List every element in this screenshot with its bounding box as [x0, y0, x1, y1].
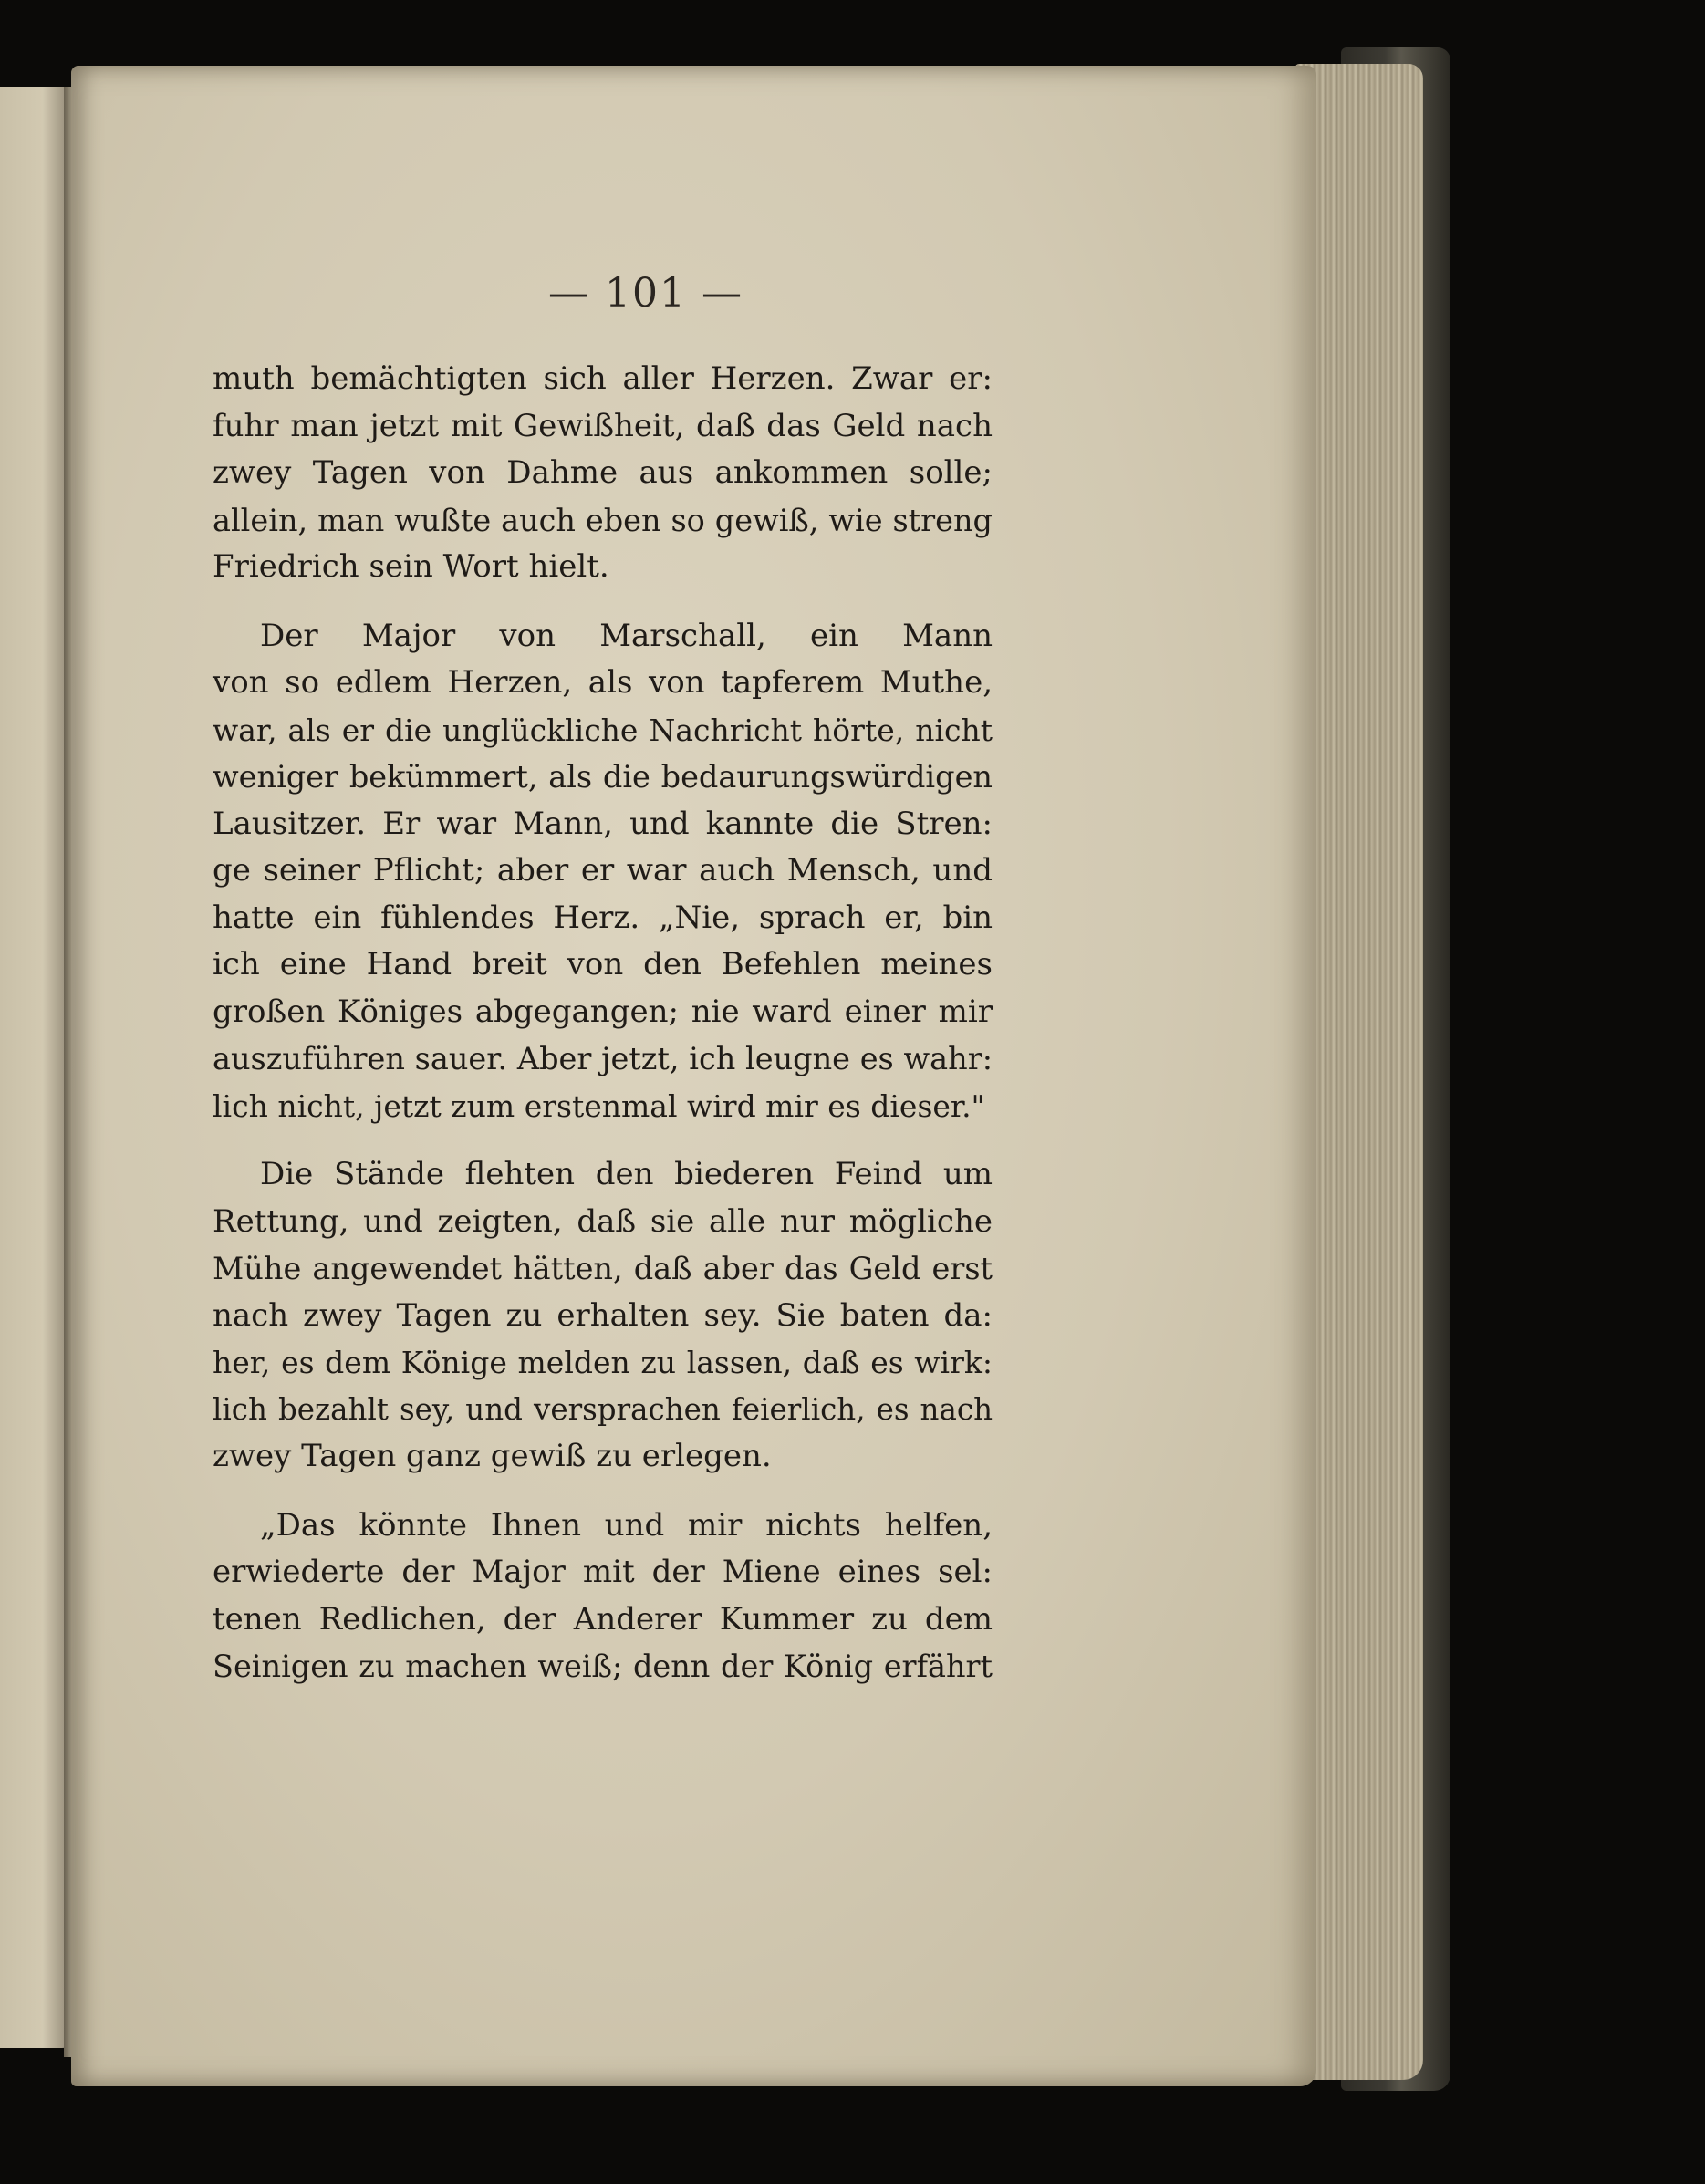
- text-line: nach zwey Tagen zu erhalten sey. Sie baten da:: [213, 1296, 993, 1334]
- paragraph-3: [213, 1151, 993, 1481]
- paragraph-1: [213, 356, 993, 591]
- text-line: lich nicht, jetzt zum erstenmal wird mir es dieser.": [213, 1087, 985, 1124]
- facing-page-edge: [0, 87, 71, 2048]
- text-line: auszuführen sauer. Aber jetzt, ich leugne es wahr:: [213, 1041, 993, 1076]
- text-line: Die Stände flehten den biederen Feind um: [260, 1156, 993, 1192]
- text-line: her, es dem Könige melden zu lassen, daß es wirk:: [213, 1345, 993, 1380]
- text-line: „Das könnte Ihnen und mir nichts helfen,: [260, 1506, 993, 1544]
- text-line: Lausitzer. Er war Mann, und kannte die Stren:: [213, 805, 993, 842]
- text-line: Der Major von Marschall, ein Mann: [260, 617, 993, 654]
- text-line: ich eine Hand breit von den Befehlen meines: [213, 946, 993, 983]
- text-line: war, als er die unglückliche Nachricht hörte, nicht: [213, 712, 993, 748]
- paragraph-4: [213, 1503, 993, 1690]
- text-line: Friedrich sein Wort hielt.: [213, 548, 609, 585]
- paragraph-2: [213, 613, 993, 1130]
- text-line: muth bemächtigten sich aller Herzen. Zwar er:: [213, 360, 993, 397]
- text-line: zwey Tagen von Dahme aus ankommen solle;: [213, 454, 993, 491]
- text-line: zwey Tagen ganz gewiß zu erlegen.: [213, 1438, 772, 1474]
- page-number: — 101 —: [548, 270, 743, 317]
- body-text: [213, 356, 993, 1690]
- book-page: [71, 66, 1316, 2086]
- text-line: lich bezahlt sey, und versprachen feierlich, es nach: [213, 1391, 993, 1427]
- text-line: Rettung, und zeigten, daß sie alle nur mögliche: [213, 1202, 993, 1240]
- text-line: großen Königes abgegangen; nie ward einer mir: [213, 993, 993, 1030]
- text-line: allein, man wußte auch eben so gewiß, wie streng: [213, 502, 993, 538]
- text-line: von so edlem Herzen, als von tapferem Muthe,: [213, 664, 993, 701]
- text-line: erwiederte der Major mit der Miene eines sel:: [213, 1554, 993, 1590]
- text-line: tenen Redlichen, der Anderer Kummer zu dem: [213, 1600, 993, 1638]
- text-line: Mühe angewendet hätten, daß aber das Geld erst: [213, 1251, 993, 1286]
- text-line: fuhr man jetzt mit Gewißheit, daß das Geld nach: [213, 407, 993, 444]
- text-line: weniger bekümmert, als die bedaurungswürdigen: [213, 759, 993, 795]
- text-line: Seinigen zu machen weiß; denn der König erfährt: [213, 1648, 993, 1684]
- text-line: ge seiner Pflicht; aber er war auch Mensch, und: [213, 852, 993, 889]
- text-line: hatte ein fühlendes Herz. „Nie, sprach er, bin: [213, 899, 993, 936]
